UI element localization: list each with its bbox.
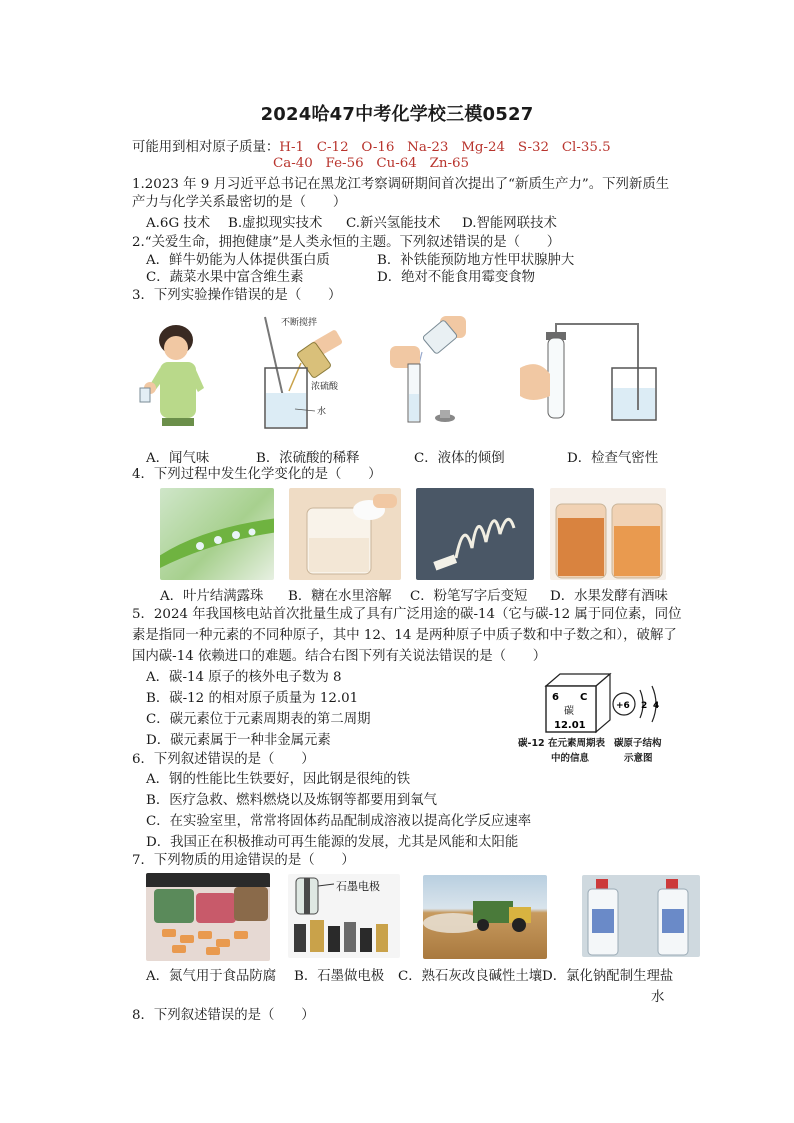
q5-option-b: B．碳-12 的相对原子质量为 12.01 xyxy=(146,691,359,706)
atomic-number: 6 xyxy=(552,692,559,703)
dilution-illustration xyxy=(255,313,360,435)
chalk-photo xyxy=(416,488,534,580)
tile-caption-2: 中的信息 xyxy=(551,753,590,764)
q7-option-d: D．氯化钠配制生理盐 xyxy=(542,969,674,984)
atomic-mass-label: 可能用到相对原子质量： xyxy=(132,140,280,155)
farm-field-photo xyxy=(423,875,547,959)
atom-caption-2: 示意图 xyxy=(624,753,653,764)
dew-photo xyxy=(160,488,274,580)
q6-option-b: B．医疗急救、燃料燃烧以及炼钢等都要用到氧气 xyxy=(146,793,438,808)
pouring-illustration xyxy=(382,312,477,434)
q3-option-a: A．闻气味 xyxy=(146,451,210,466)
fruit-ferment-photo xyxy=(550,488,666,580)
q1-stem-line2: 产力与化学关系最密切的是（ ） xyxy=(132,195,347,210)
q7-option-b: B．石墨做电极 xyxy=(294,969,385,984)
tile-caption-1: 碳-12 在元素周期表 xyxy=(518,738,605,749)
q5-stem-line3: 国内碳-14 依赖进口的难题。结合右图下列有关说法错误的是（ ） xyxy=(132,649,547,664)
shell2-electrons: 4 xyxy=(653,701,660,711)
q2-option-b: B．补铁能预防地方性甲状腺肿大 xyxy=(377,253,575,268)
q5-option-d: D．碳元素属于一种非金属元素 xyxy=(146,733,331,748)
graphite-electrode-photo xyxy=(288,874,400,958)
q2-option-d: D．绝对不能食用霉变食物 xyxy=(377,270,536,285)
q3-stem: 3．下列实验操作错误的是（ ） xyxy=(132,288,342,303)
q5-stem-line1: 5．2024 年我国核电站首次批量生成了具有广泛用途的碳-14（它与碳-12 属于同位素，同位 xyxy=(132,607,682,622)
atomic-mass-values-2: Ca-40 Fe-56 Cu-64 Zn-65 xyxy=(273,156,470,171)
q5-stem-line2: 素是指同一种元素的不同种原子，其中 12、14 是两种原子中质子数和中子数之和），破解了 xyxy=(132,628,677,643)
q7-stem: 7．下列物质的用途错误的是（ ） xyxy=(132,853,355,868)
atom-caption-1: 碳原子结构 xyxy=(614,738,662,749)
q3-option-d: D．检查气密性 xyxy=(567,451,659,466)
q5-option-c: C．碳元素位于元素周期表的第二周期 xyxy=(146,712,371,727)
q6-option-a: A．钢的性能比生铁要好，因此钢是很纯的铁 xyxy=(146,772,411,787)
element-symbol: C xyxy=(580,692,588,703)
q6-option-c: C．在实验室里，常常将固体药品配制成溶液以提高化学反应速率 xyxy=(146,814,532,829)
q1-option-b: B.虚拟现实技术 xyxy=(228,216,323,231)
q6-option-d: D．我国正在积极推动可再生能源的发展，尤其是风能和太阳能 xyxy=(146,835,519,850)
q4-option-a: A．叶片结满露珠 xyxy=(160,589,264,604)
carbon-atom-diagram xyxy=(608,682,666,728)
saline-bottles-photo xyxy=(582,875,700,957)
q3-option-c: C．液体的倾倒 xyxy=(414,451,505,466)
atomic-mass: 12.01 xyxy=(554,720,586,731)
q4-option-b: B．糖在水里溶解 xyxy=(288,589,392,604)
nucleus-charge: +6 xyxy=(616,701,630,711)
q1-option-a: A.6G 技术 xyxy=(146,216,211,231)
atomic-mass-values-1: H-1 C-12 O-16 Na-23 Mg-24 S-32 Cl-35.5 xyxy=(279,140,611,155)
q2-option-a: A．鲜牛奶能为人体提供蛋白质 xyxy=(146,253,330,268)
page-title: 2024哈47中考化学校三模0527 xyxy=(260,104,534,125)
water-label: 水 xyxy=(317,407,327,417)
q7-option-d-wrap: 水 xyxy=(651,990,665,1005)
element-name: 碳 xyxy=(564,706,574,717)
smelling-illustration xyxy=(132,318,212,428)
acid-label: 浓硫酸 xyxy=(311,382,339,392)
q1-option-c: C.新兴氢能技术 xyxy=(346,216,441,231)
q2-stem: 2.“关爱生命，拥抱健康”是人类永恒的主题。下列叙述错误的是（ ） xyxy=(132,235,561,250)
q5-option-a: A．碳-14 原子的核外电子数为 8 xyxy=(146,670,342,685)
q4-stem: 4．下列过程中发生化学变化的是（ ） xyxy=(132,467,382,482)
q7-option-c: C．熟石灰改良碱性土壤 xyxy=(398,969,543,984)
airtightness-illustration xyxy=(520,318,660,424)
carbon-element-tile xyxy=(540,672,612,734)
q2-option-c: C．蔬菜水果中富含维生素 xyxy=(146,270,304,285)
q1-stem-line1: 1.2023 年 9 月习近平总书记在黑龙江考察调研期间首次提出了“新质生产力”。下列新质生 xyxy=(132,177,670,192)
packaged-food-photo xyxy=(146,873,270,961)
q3-option-b: B．浓硫酸的稀释 xyxy=(256,451,360,466)
q6-stem: 6．下列叙述错误的是（ ） xyxy=(132,752,315,767)
shell1-electrons: 2 xyxy=(641,701,648,711)
q4-option-c: C．粉笔写字后变短 xyxy=(410,589,528,604)
q8-stem: 8．下列叙述错误的是（ ） xyxy=(132,1008,315,1023)
electrode-label: 石墨电极 xyxy=(336,880,380,893)
stir-label: 不断搅拌 xyxy=(281,318,318,328)
q7-option-a: A．氮气用于食品防腐 xyxy=(146,969,277,984)
sugar-photo xyxy=(289,488,401,580)
q1-option-d: D.智能网联技术 xyxy=(462,216,557,231)
q4-option-d: D．水果发酵有酒味 xyxy=(550,589,668,604)
